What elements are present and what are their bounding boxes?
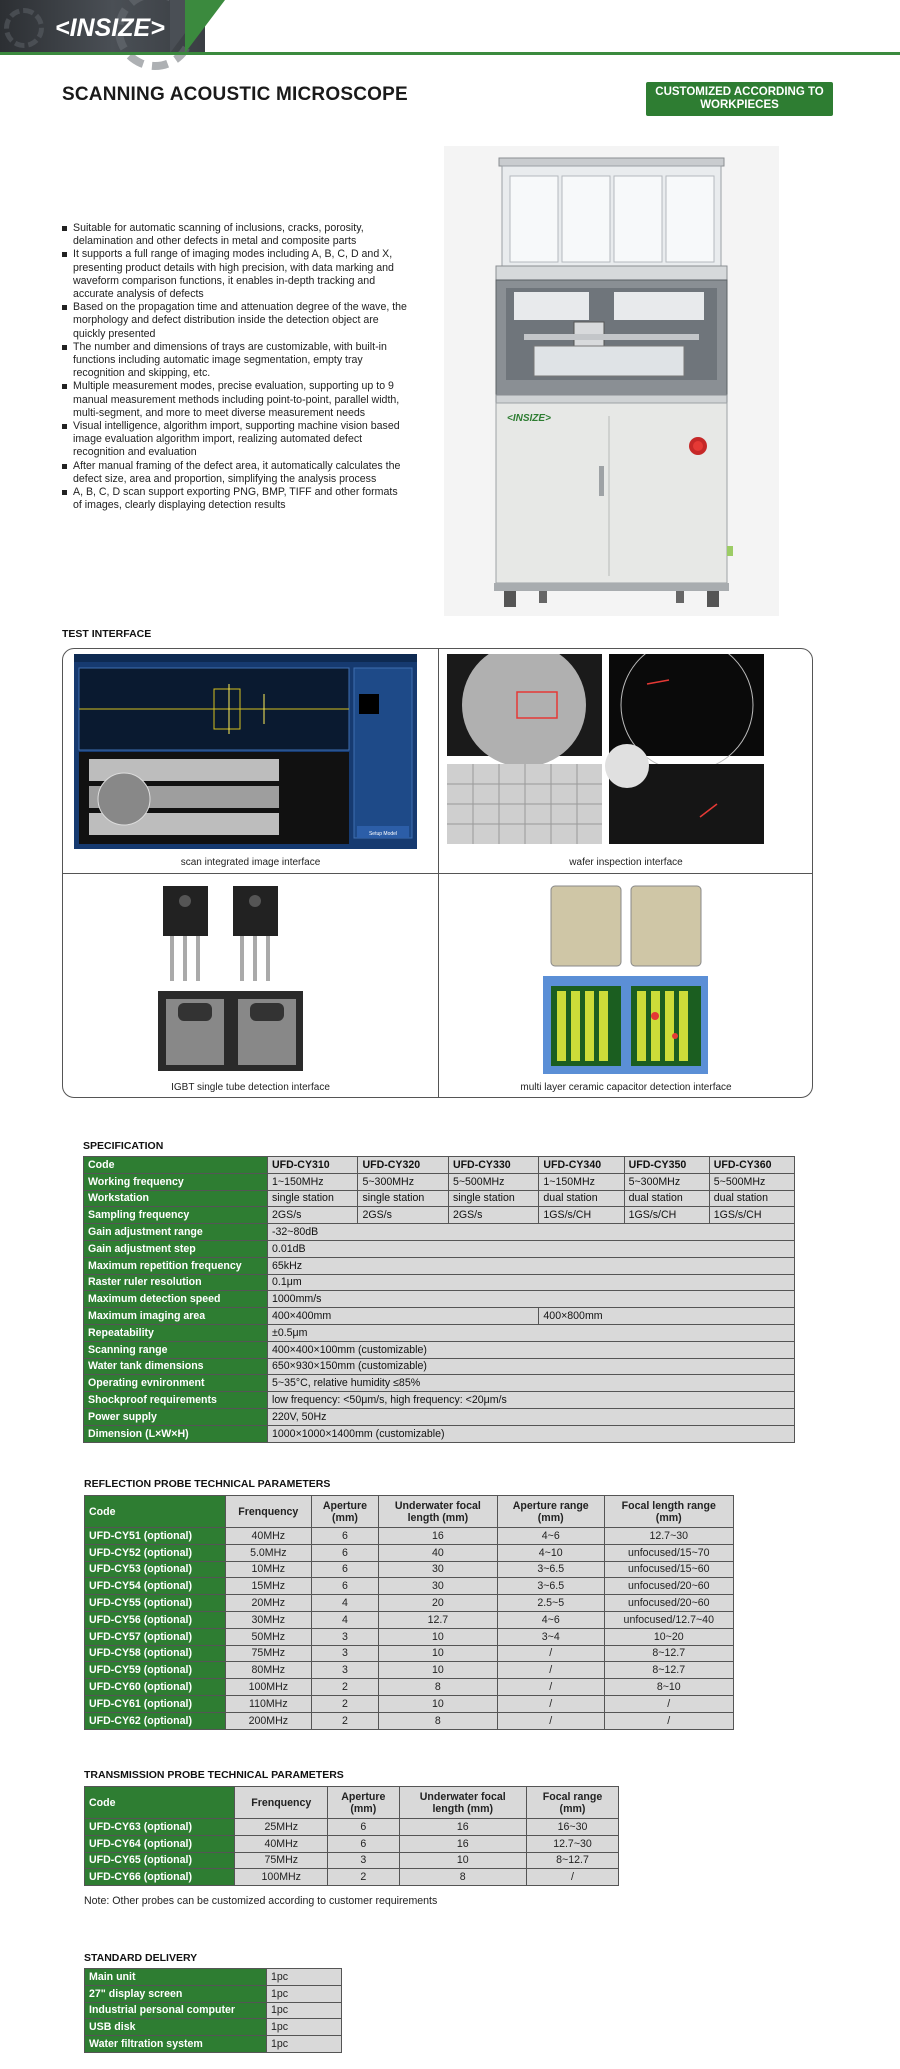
feature-item: After manual framing of the defect area, it automatically calculates the defect size, area and proportion, simplifying the analysis process	[62, 460, 407, 486]
probe-value: unfocused/20~60	[604, 1595, 733, 1612]
spec-label: Dimension (L×W×H)	[84, 1425, 268, 1442]
table-row	[85, 1985, 342, 2002]
specification-table	[83, 1156, 795, 1443]
probe-value: unfocused/15~60	[604, 1561, 733, 1578]
table-header-cell: Focal length range (mm)	[604, 1496, 733, 1528]
spec-label: Gain adjustment range	[84, 1224, 268, 1241]
table-header-cell: UFD-CY360	[709, 1157, 794, 1174]
spec-label: Gain adjustment step	[84, 1240, 268, 1257]
probe-value: 6	[328, 1819, 399, 1836]
table-row	[85, 1695, 734, 1712]
delivery-item: Main unit	[85, 1969, 267, 1986]
feature-item: Suitable for automatic scanning of inclusions, cracks, porosity, delamination and other defects in metal and composite parts	[62, 222, 407, 248]
table-row	[85, 1595, 734, 1612]
probe-value: 10	[378, 1645, 497, 1662]
probe-value: 6	[328, 1835, 399, 1852]
probe-code: UFD-CY65 (optional)	[85, 1852, 235, 1869]
probe-value: 6	[312, 1528, 379, 1545]
table-row	[85, 1712, 734, 1729]
probe-value: /	[497, 1645, 604, 1662]
table-row	[85, 1645, 734, 1662]
transmission-probe-table	[84, 1786, 619, 1886]
probe-code: UFD-CY66 (optional)	[85, 1869, 235, 1886]
probe-value: 10	[378, 1695, 497, 1712]
table-row	[84, 1257, 795, 1274]
delivery-item: Industrial personal computer	[85, 2002, 267, 2019]
probe-value: 40	[378, 1544, 497, 1561]
product-image	[444, 146, 779, 616]
reflection-probe-heading: REFLECTION PROBE TECHNICAL PARAMETERS	[84, 1478, 331, 1490]
table-header-cell: UFD-CY310	[268, 1157, 358, 1174]
table-row	[84, 1392, 795, 1409]
table-row	[84, 1224, 795, 1241]
probe-value: 100MHz	[225, 1679, 312, 1696]
table-row	[85, 1578, 734, 1595]
spec-value: -32~80dB	[268, 1224, 795, 1241]
probe-value: 6	[312, 1544, 379, 1561]
probe-value: 3~6.5	[497, 1561, 604, 1578]
reflection-probe-table	[84, 1495, 734, 1730]
probe-code: UFD-CY63 (optional)	[85, 1819, 235, 1836]
page-header	[0, 0, 900, 56]
svg-text:<INSIZE>: <INSIZE>	[507, 413, 551, 424]
header-divider	[0, 52, 900, 55]
caption-igbt-interface: IGBT single tube detection interface	[171, 1082, 330, 1093]
spec-value: dual station	[709, 1190, 794, 1207]
probe-code: UFD-CY58 (optional)	[85, 1645, 226, 1662]
capacitor-images	[543, 881, 718, 1076]
feature-item: The number and dimensions of trays are customizable, with built-in functions including automatic image segmentation, empty tray recognition and skipping, etc.	[62, 341, 407, 381]
delivery-qty: 1pc	[267, 2019, 342, 2036]
gear-decoration-icon	[4, 8, 44, 48]
test-interface-grid	[62, 648, 813, 1098]
probe-value: 40MHz	[235, 1835, 328, 1852]
table-row	[84, 1358, 795, 1375]
spec-value: low frequency: <50μm/s, high frequency: <20μm/s	[268, 1392, 795, 1409]
delivery-item: 27" display screen	[85, 1985, 267, 2002]
probe-value: /	[527, 1869, 619, 1886]
delivery-item: Water filtration system	[85, 2036, 267, 2053]
probe-value: 50MHz	[225, 1628, 312, 1645]
spec-value: 5~500MHz	[448, 1173, 538, 1190]
table-header-cell: UFD-CY330	[448, 1157, 538, 1174]
probe-value: 4~10	[497, 1544, 604, 1561]
spec-value: 400×400×100mm (customizable)	[268, 1341, 795, 1358]
spec-value: 1000mm/s	[268, 1291, 795, 1308]
table-row	[85, 1611, 734, 1628]
table-header-row	[85, 1496, 734, 1528]
spec-value: 220V, 50Hz	[268, 1408, 795, 1425]
table-header-cell: Focal range (mm)	[527, 1787, 619, 1819]
table-header-cell: Frenquency	[225, 1496, 312, 1528]
spec-value: 5~500MHz	[709, 1173, 794, 1190]
brand-logo: <INSIZE>	[55, 14, 165, 42]
standard-delivery-heading: STANDARD DELIVERY	[84, 1952, 198, 1964]
probe-value: 8	[399, 1869, 527, 1886]
spec-value: 1GS/s/CH	[709, 1207, 794, 1224]
delivery-qty: 1pc	[267, 2036, 342, 2053]
probe-code: UFD-CY59 (optional)	[85, 1662, 226, 1679]
probe-value: 3	[328, 1852, 399, 1869]
spec-value: 0.01dB	[268, 1240, 795, 1257]
probe-value: 25MHz	[235, 1819, 328, 1836]
probe-value: 110MHz	[225, 1695, 312, 1712]
spec-label: Sampling frequency	[84, 1207, 268, 1224]
spec-value: 1GS/s/CH	[539, 1207, 624, 1224]
probe-value: 4~6	[497, 1528, 604, 1545]
table-header-cell: Code	[84, 1157, 268, 1174]
table-row	[84, 1190, 795, 1207]
probe-value: 2	[328, 1869, 399, 1886]
table-header-cell: Code	[85, 1787, 235, 1819]
standard-delivery-table	[84, 1968, 342, 2053]
probe-value: /	[497, 1695, 604, 1712]
spec-value: 2GS/s	[448, 1207, 538, 1224]
delivery-qty: 1pc	[267, 1985, 342, 2002]
probe-code: UFD-CY51 (optional)	[85, 1528, 226, 1545]
feature-item: Based on the propagation time and attenuation degree of the wave, the morphology and defect distribution inside the detection object are quickly presented	[62, 301, 407, 341]
probe-code: UFD-CY54 (optional)	[85, 1578, 226, 1595]
feature-item: Visual intelligence, algorithm import, supporting machine vision based image evaluation algorithm import, realizing automated defect recognition and evaluation	[62, 420, 407, 460]
table-row	[85, 1969, 342, 1986]
probe-value: 20	[378, 1595, 497, 1612]
delivery-qty: 1pc	[267, 2002, 342, 2019]
table-row	[84, 1425, 795, 1442]
table-header-cell: Underwater focal length (mm)	[378, 1496, 497, 1528]
probe-value: 75MHz	[235, 1852, 328, 1869]
table-row	[84, 1157, 795, 1174]
probe-value: 8~12.7	[604, 1645, 733, 1662]
caption-capacitor-interface: multi layer ceramic capacitor detection interface	[520, 1082, 732, 1093]
table-header-row	[85, 1787, 619, 1819]
probe-value: /	[497, 1662, 604, 1679]
probe-value: 12.7~30	[604, 1528, 733, 1545]
spec-value: 1000×1000×1400mm (customizable)	[268, 1425, 795, 1442]
probe-note: Note: Other probes can be customized according to customer requirements	[84, 1895, 438, 1907]
table-row	[84, 1173, 795, 1190]
probe-value: 12.7	[378, 1611, 497, 1628]
probe-value: 2	[312, 1679, 379, 1696]
probe-code: UFD-CY57 (optional)	[85, 1628, 226, 1645]
table-header-cell: Aperture (mm)	[312, 1496, 379, 1528]
spec-label: Raster ruler resolution	[84, 1274, 268, 1291]
table-row	[84, 1308, 795, 1325]
probe-code: UFD-CY52 (optional)	[85, 1544, 226, 1561]
table-header-cell: Underwater focal length (mm)	[399, 1787, 527, 1819]
table-row	[85, 2002, 342, 2019]
probe-code: UFD-CY53 (optional)	[85, 1561, 226, 1578]
table-row	[85, 1819, 619, 1836]
table-row	[84, 1375, 795, 1392]
probe-value: unfocused/15~70	[604, 1544, 733, 1561]
table-row	[85, 1544, 734, 1561]
table-row	[85, 1852, 619, 1869]
spec-value: 400×400mm	[268, 1308, 539, 1325]
table-row	[85, 1679, 734, 1696]
probe-value: unfocused/20~60	[604, 1578, 733, 1595]
probe-value: /	[604, 1695, 733, 1712]
table-row	[85, 1561, 734, 1578]
feature-item: It supports a full range of imaging modes including A, B, C, D and X, presenting product details with high precision, with data marking and waveform comparison functions, it enables in-depth tracking and accurate analysis of defects	[62, 248, 407, 301]
spec-value: 5~300MHz	[624, 1173, 709, 1190]
spec-value: dual station	[624, 1190, 709, 1207]
probe-value: 2	[312, 1712, 379, 1729]
table-row	[84, 1341, 795, 1358]
setup-model-button: Setup Model	[368, 831, 398, 837]
spec-label: Working frequency	[84, 1173, 268, 1190]
spec-label: Maximum imaging area	[84, 1308, 268, 1325]
probe-value: 16~30	[527, 1819, 619, 1836]
probe-value: 5.0MHz	[225, 1544, 312, 1561]
table-row	[85, 1628, 734, 1645]
scan-interface-screenshot	[74, 654, 417, 849]
spec-value: 650×930×150mm (customizable)	[268, 1358, 795, 1375]
table-row	[85, 1869, 619, 1886]
igbt-images	[158, 881, 338, 1076]
spec-value: 0.1μm	[268, 1274, 795, 1291]
spec-value: 1GS/s/CH	[624, 1207, 709, 1224]
probe-value: 10	[399, 1852, 527, 1869]
spec-value: 1~150MHz	[268, 1173, 358, 1190]
feature-item: A, B, C, D scan support exporting PNG, BMP, TIFF and other formats of images, clearly displaying detection results	[62, 486, 407, 512]
probe-value: 40MHz	[225, 1528, 312, 1545]
header-green-accent	[185, 0, 225, 53]
table-header-cell: UFD-CY320	[358, 1157, 448, 1174]
probe-value: 8~12.7	[604, 1662, 733, 1679]
probe-value: 4	[312, 1611, 379, 1628]
probe-value: 30	[378, 1578, 497, 1595]
probe-value: /	[497, 1679, 604, 1696]
spec-value: dual station	[539, 1190, 624, 1207]
spec-label: Repeatability	[84, 1324, 268, 1341]
probe-code: UFD-CY60 (optional)	[85, 1679, 226, 1696]
probe-code: UFD-CY62 (optional)	[85, 1712, 226, 1729]
table-header-cell: UFD-CY340	[539, 1157, 624, 1174]
spec-label: Maximum detection speed	[84, 1291, 268, 1308]
delivery-item: USB disk	[85, 2019, 267, 2036]
probe-code: UFD-CY55 (optional)	[85, 1595, 226, 1612]
spec-value: 2GS/s	[268, 1207, 358, 1224]
probe-value: 8	[378, 1712, 497, 1729]
feature-item: Multiple measurement modes, precise evaluation, supporting up to 9 manual measurement methods including point-to-point, parallel width, multi-segment, and more to meet diverse measurement needs	[62, 380, 407, 420]
customized-badge	[646, 82, 833, 116]
probe-value: /	[497, 1712, 604, 1729]
probe-value: 3	[312, 1628, 379, 1645]
probe-value: 10	[378, 1628, 497, 1645]
probe-value: 3	[312, 1645, 379, 1662]
probe-value: 10~20	[604, 1628, 733, 1645]
table-row	[84, 1291, 795, 1308]
probe-value: 2.5~5	[497, 1595, 604, 1612]
spec-value: 2GS/s	[358, 1207, 448, 1224]
table-row	[84, 1240, 795, 1257]
table-header-cell: UFD-CY350	[624, 1157, 709, 1174]
probe-value: 10	[378, 1662, 497, 1679]
probe-value: 12.7~30	[527, 1835, 619, 1852]
transmission-probe-heading: TRANSMISSION PROBE TECHNICAL PARAMETERS	[84, 1769, 344, 1781]
table-header-cell: Code	[85, 1496, 226, 1528]
probe-code: UFD-CY61 (optional)	[85, 1695, 226, 1712]
table-header-cell: Frenquency	[235, 1787, 328, 1819]
table-header-cell: Aperture range (mm)	[497, 1496, 604, 1528]
probe-value: 10MHz	[225, 1561, 312, 1578]
spec-label: Maximum repetition frequency	[84, 1257, 268, 1274]
specification-heading: SPECIFICATION	[83, 1140, 164, 1152]
probe-value: 3~6.5	[497, 1578, 604, 1595]
probe-value: 75MHz	[225, 1645, 312, 1662]
table-row	[85, 1662, 734, 1679]
spec-label: Power supply	[84, 1408, 268, 1425]
table-row	[84, 1274, 795, 1291]
probe-value: 200MHz	[225, 1712, 312, 1729]
probe-code: UFD-CY56 (optional)	[85, 1611, 226, 1628]
probe-value: 20MHz	[225, 1595, 312, 1612]
grid-divider	[63, 873, 812, 874]
caption-wafer-interface: wafer inspection interface	[569, 857, 683, 868]
probe-value: 100MHz	[235, 1869, 328, 1886]
test-interface-heading: TEST INTERFACE	[62, 628, 152, 640]
spec-label: Operating evnironment	[84, 1375, 268, 1392]
probe-value: 8	[378, 1679, 497, 1696]
probe-value: 30MHz	[225, 1611, 312, 1628]
probe-value: 2	[312, 1695, 379, 1712]
spec-value: 5~35°C, relative humidity ≤85%	[268, 1375, 795, 1392]
spec-value: single station	[448, 1190, 538, 1207]
feature-list	[62, 222, 407, 512]
spec-value: ±0.5μm	[268, 1324, 795, 1341]
probe-value: 3	[312, 1662, 379, 1679]
probe-value: 4	[312, 1595, 379, 1612]
delivery-qty: 1pc	[267, 1969, 342, 1986]
probe-value: 6	[312, 1578, 379, 1595]
spec-label: Scanning range	[84, 1341, 268, 1358]
spec-value: 1~150MHz	[539, 1173, 624, 1190]
spec-label: Water tank dimensions	[84, 1358, 268, 1375]
probe-value: /	[604, 1712, 733, 1729]
probe-code: UFD-CY64 (optional)	[85, 1835, 235, 1852]
probe-value: unfocused/12.7~40	[604, 1611, 733, 1628]
spec-value: single station	[268, 1190, 358, 1207]
table-row	[85, 2019, 342, 2036]
probe-value: 3~4	[497, 1628, 604, 1645]
spec-value: single station	[358, 1190, 448, 1207]
probe-value: 16	[399, 1819, 527, 1836]
table-row	[85, 1528, 734, 1545]
page-title: SCANNING ACOUSTIC MICROSCOPE	[62, 84, 408, 105]
caption-scan-interface: scan integrated image interface	[180, 857, 321, 868]
probe-value: 16	[399, 1835, 527, 1852]
probe-value: 6	[312, 1561, 379, 1578]
probe-value: 15MHz	[225, 1578, 312, 1595]
spec-value: 5~300MHz	[358, 1173, 448, 1190]
microscope-machine-illustration	[444, 146, 779, 616]
probe-value: 16	[378, 1528, 497, 1545]
table-row	[84, 1207, 795, 1224]
spec-value: 65kHz	[268, 1257, 795, 1274]
probe-value: 30	[378, 1561, 497, 1578]
table-header-cell: Aperture (mm)	[328, 1787, 399, 1819]
spec-value: 400×800mm	[539, 1308, 795, 1325]
probe-value: 80MHz	[225, 1662, 312, 1679]
table-row	[84, 1408, 795, 1425]
probe-value: 4~6	[497, 1611, 604, 1628]
wafer-inspection-images	[447, 654, 767, 847]
table-row	[84, 1324, 795, 1341]
table-row	[85, 1835, 619, 1852]
badge-line: CUSTOMIZED ACCORDING TO	[655, 86, 824, 98]
probe-value: 8~10	[604, 1679, 733, 1696]
table-row	[85, 2036, 342, 2053]
spec-label: Workstation	[84, 1190, 268, 1207]
spec-label: Shockproof requirements	[84, 1392, 268, 1409]
badge-line: WORKPIECES	[700, 99, 779, 111]
probe-value: 8~12.7	[527, 1852, 619, 1869]
